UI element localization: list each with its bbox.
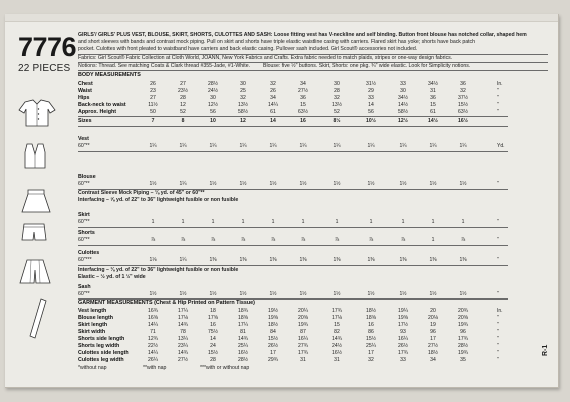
garment-cell: 27½ [428, 343, 438, 349]
yardage-unit: " [497, 291, 499, 297]
culottes-sketch [17, 258, 53, 286]
body-cell: 13½ [332, 102, 342, 108]
garment-cell: 35 [460, 357, 466, 363]
yardage-cell: 1¼ [179, 181, 187, 187]
yardage-cell: 1½ [333, 181, 341, 187]
garment-row-label: Vest length [78, 308, 107, 314]
yardage-cell: 1⅜ [459, 257, 467, 263]
skirt-sketch [19, 188, 53, 214]
yardage-cell: 1 [301, 219, 305, 225]
yardage-cell: 1⅜ [239, 257, 247, 263]
body-cell: 30 [334, 81, 340, 87]
garment-row-label: Shorts side length [78, 336, 125, 342]
garment-cell: 18⅝ [366, 315, 376, 321]
garment-cell: 17¼ [238, 322, 248, 328]
divider [78, 70, 548, 71]
body-cell: 26 [270, 88, 276, 94]
body-cell: 34 [270, 95, 276, 101]
description-line-1: GIRLS'/ GIRLS' PLUS VEST, BLOUSE, SKIRT, SHORTS, CULOTTES AND SASH: Loose fitting vest has V-neckline and self binding. Button front blouse has notched collar, shaped hem [78, 32, 527, 38]
body-cell: 27½ [298, 88, 308, 94]
yardage-cell: 1⅜ [209, 257, 217, 263]
garment-cell: 29¾ [268, 357, 278, 363]
yardage-cell: 1½ [239, 291, 247, 297]
garment-cell: 13¼ [178, 336, 188, 342]
yardage-cell: 1½ [239, 181, 247, 187]
body-cell: 58½ [398, 109, 408, 115]
garment-cell: 15 [334, 322, 340, 328]
yardage-cell: 1⅜ [299, 257, 307, 263]
pattern-number: 7776 [18, 32, 77, 62]
garment-cell: 71 [150, 329, 156, 335]
yardage-cell: 1½ [459, 181, 467, 187]
garment-cell: 16¾ [148, 308, 158, 314]
body-row-label: Back-neck to waist [78, 102, 126, 108]
garment-cell: 18½ [268, 322, 278, 328]
body-cell: 23 [150, 88, 156, 94]
divider [78, 116, 508, 117]
garment-cell: 75½ [208, 329, 218, 335]
yardage-cell: 1¼ [459, 143, 467, 149]
yardage-cell: 1⅜ [429, 257, 437, 263]
garment-cell: 28½ [458, 343, 468, 349]
yardage-cell: 1 [211, 219, 215, 225]
yardage-cell: 1½ [429, 181, 437, 187]
body-cell: 36 [300, 95, 306, 101]
yardage-fabric-width: 60"** [78, 291, 90, 297]
garment-cell: 14¾ [238, 336, 248, 342]
garment-row-label: Culottes side length [78, 350, 129, 356]
yardage-cell: 1½ [299, 181, 307, 187]
garment-cell: 96 [430, 329, 436, 335]
yardage-cell: 1 [431, 219, 435, 225]
garment-cell: 20⅝ [298, 315, 308, 321]
body-row-label: Approx. Height [78, 109, 116, 115]
garment-cell: 17¾ [332, 308, 342, 314]
garment-row-label: Skirt width [78, 329, 106, 335]
garment-cell: 15½ [366, 336, 376, 342]
yardage-cell: 1¼ [399, 143, 407, 149]
yardage-unit: " [497, 219, 499, 225]
yardage-cell: ⅞ [300, 237, 306, 243]
garment-cell: 28½ [238, 357, 248, 363]
garment-cell: 78 [180, 329, 186, 335]
garment-cell: 16½ [332, 350, 342, 356]
divider [78, 265, 508, 266]
body-cell: 31 [430, 88, 436, 94]
body-cell: 34 [300, 81, 306, 87]
garment-cell: 18½ [428, 350, 438, 356]
yardage-cell: 1 [271, 219, 275, 225]
garment-cell: 19¾ [298, 322, 308, 328]
yardage-label: Shorts [78, 230, 95, 236]
body-cell: 27 [180, 81, 186, 87]
garment-cell: 84 [270, 329, 276, 335]
body-cell: 63½ [298, 109, 308, 115]
garment-row-unit: " [497, 343, 499, 349]
garment-cell: 16⅝ [148, 315, 158, 321]
yardage-cell: ⅞ [180, 237, 186, 243]
garment-row-label: Skirt length [78, 322, 108, 328]
yardage-cell: 1⅜ [399, 257, 407, 263]
garment-row-unit: " [497, 336, 499, 342]
body-row-label: Waist [78, 88, 92, 94]
size-cell: 12 [240, 118, 246, 124]
yardage-label: Sash [78, 284, 91, 290]
garment-cell: 16 [368, 322, 374, 328]
size-cell: 10½ [366, 118, 376, 124]
garment-cell: 18⅝ [238, 315, 248, 321]
size-cell: 8 [181, 118, 185, 124]
yardage-cell: 1½ [333, 291, 341, 297]
garment-cell: 16¼ [298, 336, 308, 342]
yardage-cell: 1½ [299, 291, 307, 297]
yardage-cell: 1⅛ [149, 257, 157, 263]
size-cell: 16 [300, 118, 306, 124]
garment-cell: 14¾ [178, 322, 188, 328]
garment-cell: 20¾ [458, 308, 468, 314]
body-cell: 29 [368, 88, 374, 94]
garment-row-unit: " [497, 350, 499, 356]
body-cell: 32 [240, 95, 246, 101]
yardage-cell: 1½ [429, 291, 437, 297]
garment-cell: 27½ [178, 357, 188, 363]
garment-cell: 19½ [268, 308, 278, 314]
garment-cell: 20 [430, 308, 436, 314]
size-cell: 14 [270, 118, 276, 124]
body-row-label: Hips [78, 95, 90, 101]
yardage-cell: 1½ [149, 181, 157, 187]
garment-cell: 14 [210, 336, 216, 342]
blouse-interfacing-note: Interfacing – ⅝ yd. of 22" to 36" lightweight fusible or non fusible [78, 197, 239, 203]
garment-cell: 17 [368, 350, 374, 356]
garment-cell: 14¼ [148, 322, 158, 328]
body-cell: 52 [334, 109, 340, 115]
garment-measurements-title: GARMENT MEASUREMENTS (Chest & Hip Printed on Pattern Tissue) [78, 300, 255, 306]
garment-cell: 17½ [398, 322, 408, 328]
body-cell: 28½ [208, 81, 218, 87]
yardage-label: Culottes [78, 250, 100, 256]
yardage-cell: 1½ [179, 291, 187, 297]
garment-cell: 18½ [366, 308, 376, 314]
yardage-cell: 1½ [209, 291, 217, 297]
yardage-cell: ⅞ [400, 237, 406, 243]
body-cell: 30 [400, 88, 406, 94]
yardage-fabric-width: 60"** [78, 181, 90, 187]
divider [78, 126, 508, 127]
body-cell: 32 [334, 95, 340, 101]
body-cell: 37½ [458, 95, 468, 101]
yardage-cell: 1½ [269, 291, 277, 297]
garment-cell: 17¾ [298, 350, 308, 356]
garment-cell: 19¾ [458, 350, 468, 356]
yardage-cell: ⅞ [150, 237, 156, 243]
garment-cell: 20⅝ [458, 315, 468, 321]
garment-cell: 32 [368, 357, 374, 363]
description-line-2: and short sleeves with bands and contrast mock piping. Pull on skirt and shorts have triple elastic waistline casing with carriers. Flared skirt has yoke; shorts have back patch [78, 39, 476, 45]
yardage-cell: 1 [335, 219, 339, 225]
body-cell: 32 [460, 88, 466, 94]
divider [78, 298, 508, 299]
body-cell: 25 [240, 88, 246, 94]
yardage-fabric-width: 60"*** [78, 257, 92, 263]
body-cell: 30 [210, 95, 216, 101]
body-cell: 27 [150, 95, 156, 101]
yardage-cell: 1¼ [239, 143, 247, 149]
garment-row-unit: " [497, 315, 499, 321]
garment-cell: 20¼ [298, 308, 308, 314]
garment-cell: 15½ [268, 336, 278, 342]
size-cell: 8½ [333, 118, 341, 124]
body-cell: 52 [180, 109, 186, 115]
side-code: R-1 [542, 344, 549, 356]
divider [78, 151, 508, 152]
yardage-cell: ⅞ [270, 237, 276, 243]
garment-row-unit: " [497, 357, 499, 363]
body-row-unit: In. [497, 81, 503, 87]
body-cell: 15½ [458, 102, 468, 108]
body-cell: 33 [368, 95, 374, 101]
garment-cell: 14¼ [148, 350, 158, 356]
yardage-label: Vest [78, 136, 89, 142]
yardage-cell: 1½ [459, 291, 467, 297]
yardage-cell: 1⅜ [367, 257, 375, 263]
garment-row-unit: " [497, 329, 499, 335]
yardage-cell: 1¼ [209, 143, 217, 149]
garment-cell: 19¼ [398, 308, 408, 314]
garment-cell: 23¼ [178, 343, 188, 349]
body-cell: 28 [334, 88, 340, 94]
body-cell: 34½ [398, 95, 408, 101]
body-cell: 23½ [178, 88, 188, 94]
garment-cell: 25¼ [366, 343, 376, 349]
body-row-label: Chest [78, 81, 93, 87]
garment-cell: 17¾ [458, 336, 468, 342]
yardage-cell: 1¼ [149, 143, 157, 149]
body-measurements-title: BODY MEASUREMENTS [78, 72, 141, 78]
garment-cell: 18 [210, 308, 216, 314]
garment-cell: 26½ [398, 343, 408, 349]
blouse-sketch [17, 98, 57, 128]
culottes-elastic-note: Elastic – ½ yd. of 1 ½" wide [78, 274, 146, 280]
yardage-fabric-width: 60"** [78, 143, 90, 149]
garment-cell: 14¾ [178, 350, 188, 356]
body-cell: 30 [240, 81, 246, 87]
garment-row-unit: " [497, 322, 499, 328]
garment-cell: 19 [430, 322, 436, 328]
yardage-cell: 1¼ [429, 143, 437, 149]
garment-cell: 19⅝ [398, 315, 408, 321]
yardage-cell: 1½ [269, 181, 277, 187]
yardage-cell: 1¼ [179, 257, 187, 263]
body-cell: 12½ [208, 102, 218, 108]
yardage-cell: 1¼ [333, 143, 341, 149]
size-cell: 16½ [458, 118, 468, 124]
garment-cell: 26½ [268, 343, 278, 349]
footnote-without-nap: *without nap [78, 365, 107, 371]
body-cell: 14½ [398, 102, 408, 108]
footnote-with-or-without-nap: ***with or without nap [200, 365, 250, 371]
body-cell: 56 [368, 109, 374, 115]
body-cell: 11½ [148, 102, 158, 108]
garment-cell: 18¾ [238, 308, 248, 314]
size-cell: 14½ [428, 118, 438, 124]
garment-cell: 34 [430, 357, 436, 363]
size-cell: 7 [151, 118, 155, 124]
fabrics-line-1: Fabrics: Girl Scout® Fabric Collection at Cloth World, JOANN, New York Fabrics and Crafts. Extra fabric needed to match plaids, stripes or one-way design fabrics. [78, 55, 453, 61]
yardage-cell: 1 [151, 219, 155, 225]
garment-cell: 27¾ [298, 343, 308, 349]
garment-cell: 96 [460, 329, 466, 335]
body-row-unit: " [497, 109, 499, 115]
garment-cell: 16½ [238, 350, 248, 356]
yardage-unit: " [497, 237, 499, 243]
yardage-cell: 1 [181, 219, 185, 225]
garment-cell: 33 [400, 357, 406, 363]
yardage-cell: ⅞ [368, 237, 374, 243]
garment-cell: 24 [210, 343, 216, 349]
yardage-cell: 1½ [149, 291, 157, 297]
garment-row-label: Culottes leg width [78, 357, 124, 363]
yardage-label: Blouse [78, 174, 96, 180]
yardage-cell: 1⅜ [269, 257, 277, 263]
size-cell: 10 [210, 118, 216, 124]
body-cell: 61 [270, 109, 276, 115]
body-cell: 14 [368, 102, 374, 108]
yardage-cell: 1 [241, 219, 245, 225]
garment-cell: 17⅝ [208, 315, 218, 321]
body-cell: 36 [460, 81, 466, 87]
yardage-cell: 1⅜ [333, 257, 341, 263]
culottes-interfacing-note: Interfacing – ⅛ yd. of 22" to 36" lightweight fusible or non fusible [78, 267, 239, 273]
body-row-unit: " [497, 95, 499, 101]
garment-cell: 12¾ [148, 336, 158, 342]
yardage-cell: 1½ [209, 181, 217, 187]
contrast-piping-note: Contrast Sleeve Mock Piping – ⅛ yd. of 45" or 60"** [78, 190, 205, 196]
body-row-unit: " [497, 102, 499, 108]
yardage-cell: 1½ [399, 291, 407, 297]
garment-cell: 19⅝ [268, 315, 278, 321]
garment-cell: 31 [334, 357, 340, 363]
body-cell: 56 [210, 109, 216, 115]
body-cell: 63½ [458, 109, 468, 115]
yardage-fabric-width: 60"** [78, 237, 90, 243]
footnote-with-nap: **with nap [143, 365, 167, 371]
yardage-cell: 1½ [367, 181, 375, 187]
yardage-unit: Yd. [497, 143, 505, 149]
garment-cell: 17¼ [178, 308, 188, 314]
garment-cell: 19¾ [458, 322, 468, 328]
yardage-cell: 1 [401, 219, 405, 225]
yardage-unit: " [497, 257, 499, 263]
body-cell: 61 [430, 109, 436, 115]
description-line-3: pocket. Culottes with front pleated to waistband have carriers and back elastic casing. Pullover sash included. Girl Scout® accessories not included. [78, 46, 418, 52]
yardage-cell: 1½ [367, 291, 375, 297]
yardage-cell: 1¼ [179, 143, 187, 149]
garment-cell: 14¾ [332, 336, 342, 342]
garment-cell: 28 [210, 357, 216, 363]
body-cell: 58½ [238, 109, 248, 115]
pieces-count: 22 PIECES [18, 63, 71, 74]
garment-cell: 17⅛ [332, 315, 342, 321]
notions-text: Notions: Thread. See matching Coats & Clark thread #355-Jade, #1-White. [78, 63, 251, 69]
yardage-cell: 1 [461, 219, 465, 225]
divider [78, 227, 508, 228]
garment-cell: 87 [300, 329, 306, 335]
body-cell: 34½ [428, 81, 438, 87]
size-cell: 12½ [398, 118, 408, 124]
yardage-cell: 1½ [399, 181, 407, 187]
garment-cell: 16 [210, 322, 216, 328]
garment-row-label: Shorts leg width [78, 343, 120, 349]
garment-cell: 26¼ [148, 357, 158, 363]
body-cell: 33 [400, 81, 406, 87]
body-cell: 26 [150, 81, 156, 87]
garment-row-label: Blouse length [78, 315, 114, 321]
yardage-cell: ⅞ [334, 237, 340, 243]
divider [78, 245, 508, 246]
garment-cell: 20⅛ [428, 315, 438, 321]
yardage-cell: 1 [369, 219, 373, 225]
garment-cell: 17⅛ [178, 315, 188, 321]
yardage-cell: ⅞ [210, 237, 216, 243]
fabrics-line-2: Blouse: five ½" buttons. Skirt, Shorts: one pkg. ¾" wide elastic. Look for Simplicity notions. [263, 63, 471, 69]
yardage-unit: " [497, 181, 499, 187]
body-cell: 36 [430, 95, 436, 101]
body-cell: 15 [300, 102, 306, 108]
garment-cell: 17 [270, 350, 276, 356]
sash-sketch [25, 297, 51, 341]
yardage-cell: 1¼ [367, 143, 375, 149]
garment-cell: 17 [430, 336, 436, 342]
yardage-cell: ⅞ [460, 237, 466, 243]
garment-cell: 22½ [148, 343, 158, 349]
body-cell: 50 [150, 109, 156, 115]
garment-cell: 82 [334, 329, 340, 335]
garment-cell: 31 [300, 357, 306, 363]
yardage-label: Skirt [78, 212, 90, 218]
body-cell: 12 [180, 102, 186, 108]
garment-cell: 15½ [208, 350, 218, 356]
body-cell: 13½ [238, 102, 248, 108]
envelope-flap [5, 14, 558, 22]
vest-sketch [20, 142, 50, 170]
garment-row-unit: In. [497, 308, 503, 314]
yardage-cell: 1¼ [269, 143, 277, 149]
envelope [5, 14, 559, 388]
yardage-cell: ⅞ [240, 237, 246, 243]
yardage-cell: 1 [431, 237, 435, 243]
garment-cell: 16¼ [398, 336, 408, 342]
garment-cell: 24½ [332, 343, 342, 349]
yardage-cell: 1¼ [299, 143, 307, 149]
body-cell: 28 [180, 95, 186, 101]
body-cell: 32 [270, 81, 276, 87]
sizes-label: Sizes [78, 118, 92, 124]
yardage-fabric-width: 60"** [78, 219, 90, 225]
garment-cell: 25¼ [238, 343, 248, 349]
body-cell: 31½ [366, 81, 376, 87]
body-cell: 24½ [208, 88, 218, 94]
garment-cell: 81 [240, 329, 246, 335]
body-row-unit: " [497, 88, 499, 94]
garment-cell: 86 [368, 329, 374, 335]
shorts-sketch [19, 222, 49, 244]
garment-cell: 17¾ [398, 350, 408, 356]
garment-cell: 93 [400, 329, 406, 335]
body-cell: 14¼ [268, 102, 278, 108]
body-cell: 15 [430, 102, 436, 108]
